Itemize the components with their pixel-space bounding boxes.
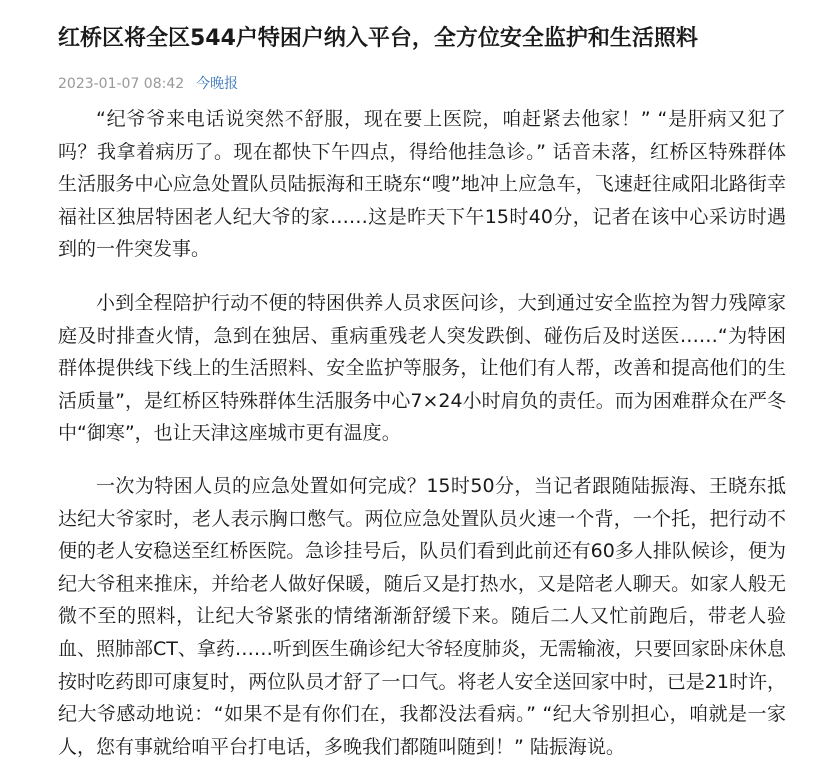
article-meta	[58, 75, 238, 93]
article-paragraph: “纪爷爷来电话说突然不舒服，现在要上医院，咱赶紧去他家！” “是肝病又犯了吗？我拿着病历了。现在都快下午四点，得给他挂急诊。” 话音未落，红桥区特殊群体生活服务中心应急处置队员陆振海和王晓东“嗖”地冲上应急车，飞速赶往咸阳北路街幸福社区独居特困老人纪大爷的家……这是昨天下午15时40分，记者在该中心采访时遇到的一件突发事。	[58, 108, 786, 261]
publish-date: 2023-01-07 08:42	[58, 76, 185, 92]
source-link[interactable]: 今晚报	[196, 76, 239, 92]
article-paragraph: 小到全程陪护行动不便的特困供养人员求医问诊，大到通过安全监控为智力残障家庭及时排查火情，急到在独居、重病重残老人突发跌倒、碰伤后及时送医……“为特困群体提供线下线上的生活照料、安全监护等服务，让他们有人帮，改善和提高他们的生活质量”，是红桥区特殊群体生活服务中心7×24小时肩负的责任。而为困难群众在严冬中“御寒”，也让天津这座城市更有温度。	[58, 292, 786, 445]
article-title: 红桥区将全区544户特困户纳入平台，全方位安全监护和生活照料	[58, 26, 698, 51]
article-paragraph: 一次为特困人员的应急处置如何完成？15时50分，当记者跟随陆振海、王晓东抵达纪大爷家时，老人表示胸口憋气。两位应急处置队员火速一个背，一个托，把行动不便的老人安稳送至红桥医院。急诊挂号后，队员们看到此前还有60多人排队候诊，便为纪大爷租来推床，并给老人做好保暖，随后又是打热水，又是陪老人聊天。如家人般无微不至的照料，让纪大爷紧张的情绪渐渐舒缓下来。随后二人又忙前跑后，带老人验血、照肺部CT、拿药……听到医生确诊纪大爷轻度肺炎，无需输液，只要回家卧床休息按时吃药即可康复时，两位队员才舒了一口气。将老人安全送回家中时，已是21时许，纪大爷感动地说：“如果不是有你们在，我都没法看病。” “纪大爷别担心，咱就是一家人，您有事就给咱平台打电话，多晚我们都随叫随到！” 陆振海说。	[58, 475, 786, 758]
